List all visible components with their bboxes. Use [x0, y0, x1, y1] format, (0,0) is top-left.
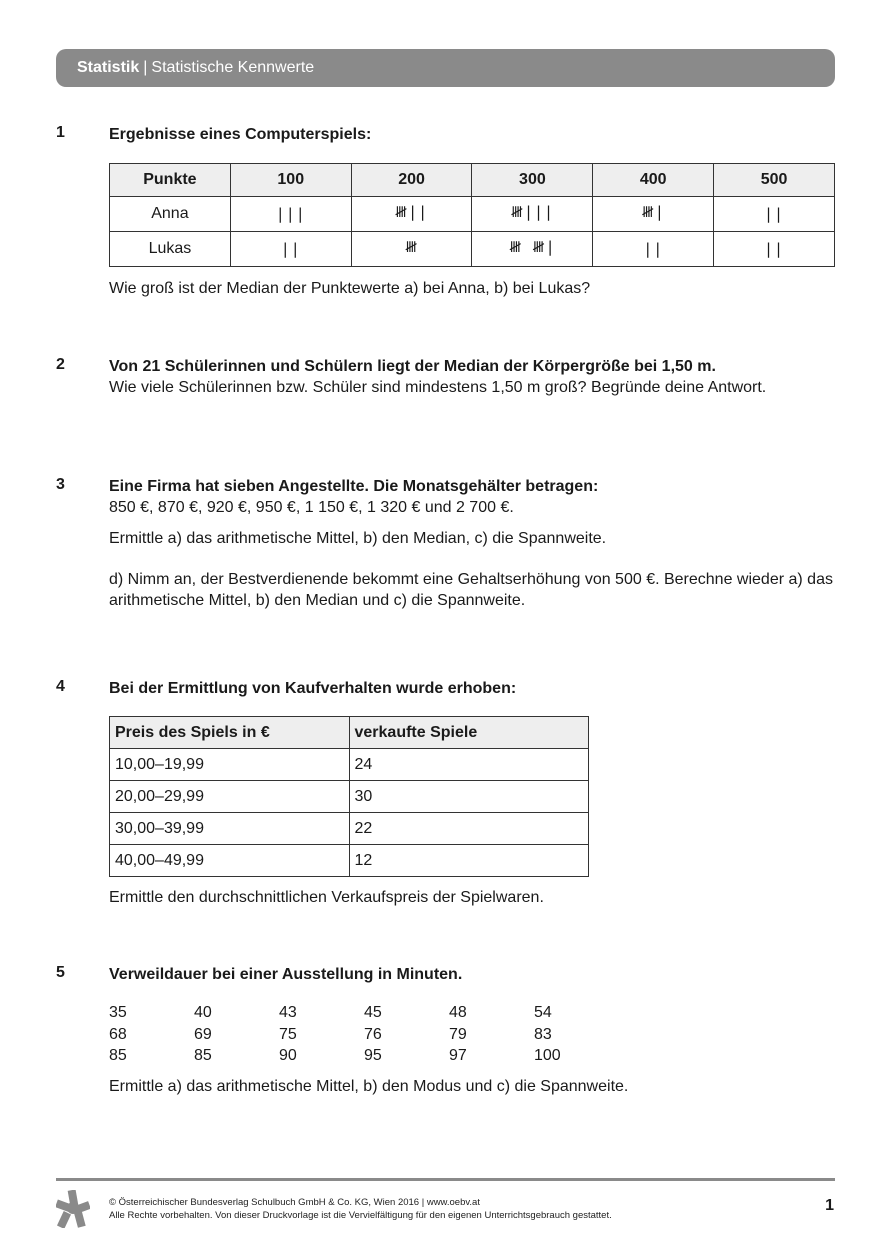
- table-row: [110, 232, 835, 267]
- tally-cell: ||: [714, 197, 835, 232]
- task-number: 3: [56, 476, 65, 493]
- table-cell: 12: [349, 845, 589, 877]
- data-value: 75: [279, 1025, 297, 1043]
- table-row: [110, 813, 589, 845]
- row-name: Lukas: [110, 232, 231, 267]
- data-value: 76: [364, 1025, 382, 1043]
- data-value: 85: [109, 1047, 127, 1064]
- tally-cell: 𝍸||: [351, 197, 472, 232]
- tally-cell: 𝍸: [351, 232, 472, 267]
- data-value: 40: [194, 1004, 212, 1021]
- table-header-cell: Punkte: [110, 164, 231, 197]
- data-row: [109, 1002, 619, 1024]
- data-value: 100: [534, 1047, 561, 1064]
- table-header-cell: 100: [230, 164, 351, 197]
- data-value: 85: [194, 1047, 212, 1064]
- table-row: [110, 781, 589, 813]
- task-title: Verweildauer bei einer Ausstellung in Minuten.: [109, 966, 463, 983]
- data-value: 79: [449, 1025, 467, 1043]
- data-value: 45: [364, 1004, 382, 1021]
- data-value: 83: [534, 1025, 552, 1043]
- price-table: [109, 716, 589, 877]
- data-grid: [109, 1002, 619, 1067]
- tally-cell: ||: [714, 232, 835, 267]
- footer-divider: [56, 1178, 835, 1181]
- task-text: Wie viele Schülerinnen bzw. Schüler sind mindestens 1,50 m groß? Begründe deine Antwort.: [109, 379, 767, 396]
- table-header-cell: 400: [593, 164, 714, 197]
- tally-cell: |||: [230, 197, 351, 232]
- task-followup: d) Nimm an, der Bestverdienende bekommt eine Gehaltserhöhung von 500 €. Berechne wieder a) das arithmetische Mittel, b) den Median und c) die Spannweite.: [109, 571, 833, 609]
- table-header-cell: verkaufte Spiele: [349, 717, 589, 749]
- tally-cell: 𝍸|||: [472, 197, 593, 232]
- table-header-row: [110, 164, 835, 197]
- task-number: 1: [56, 124, 65, 141]
- data-row: [109, 1024, 619, 1046]
- task-question: Wie groß ist der Median der Punktewerte a) bei Anna, b) bei Lukas?: [109, 280, 591, 297]
- data-row: [109, 1045, 619, 1067]
- header-bar: [56, 49, 835, 87]
- tally-cell: ||: [593, 232, 714, 267]
- task-number: 2: [56, 356, 65, 373]
- data-value: 68: [109, 1025, 127, 1043]
- table-cell: 30: [349, 781, 589, 813]
- task-number: 4: [56, 678, 65, 695]
- task-title: Bei der Ermittlung von Kaufverhalten wurde erhoben:: [109, 680, 517, 697]
- table-row: [110, 197, 835, 232]
- task-values: 850 €, 870 €, 920 €, 950 €, 1 150 €, 1 320 € und 2 700 €.: [109, 499, 514, 516]
- data-value: 48: [449, 1004, 467, 1021]
- task-question: Ermittle a) das arithmetische Mittel, b) den Median, c) die Spannweite.: [109, 530, 607, 547]
- table-header-cell: Preis des Spiels in €: [110, 717, 350, 749]
- data-value: 95: [364, 1047, 382, 1064]
- data-value: 69: [194, 1025, 212, 1043]
- table-cell: 22: [349, 813, 589, 845]
- data-value: 97: [449, 1047, 467, 1064]
- data-value: 35: [109, 1004, 127, 1021]
- table-cell: 20,00–29,99: [110, 781, 350, 813]
- task-question: Ermittle den durchschnittlichen Verkaufspreis der Spielwaren.: [109, 889, 544, 906]
- oebv-logo-icon: [56, 1190, 90, 1228]
- page-number: 1: [825, 1197, 834, 1214]
- table-header-cell: 300: [472, 164, 593, 197]
- data-value: 43: [279, 1004, 297, 1021]
- table-cell: 10,00–19,99: [110, 749, 350, 781]
- table-header-cell: 500: [714, 164, 835, 197]
- header-subject: Statistik: [77, 59, 140, 76]
- data-value: 54: [534, 1004, 552, 1021]
- tally-cell: 𝍸|: [593, 197, 714, 232]
- header-separator: |: [143, 59, 148, 76]
- task-title: Ergebnisse eines Computerspiels:: [109, 126, 372, 143]
- table-header-row: [110, 717, 589, 749]
- task-title: Eine Firma hat sieben Angestellte. Die Monatsgehälter betragen:: [109, 478, 599, 495]
- task-question: Ermittle a) das arithmetische Mittel, b) den Modus und c) die Spannweite.: [109, 1078, 629, 1095]
- table-cell: 24: [349, 749, 589, 781]
- table-cell: 30,00–39,99: [110, 813, 350, 845]
- tally-table: [109, 163, 835, 267]
- table-row: [110, 749, 589, 781]
- header-topic: Statistische Kennwerte: [151, 59, 315, 76]
- table-cell: 40,00–49,99: [110, 845, 350, 877]
- tally-cell: 𝍸 𝍸|: [472, 232, 593, 267]
- footer-copyright: [109, 1196, 612, 1222]
- footer-line-2: Alle Rechte vorbehalten. Von dieser Druckvorlage ist die Vervielfältigung für den eigenen Unterrichtsgebrauch gestattet.: [109, 1210, 612, 1221]
- data-value: 90: [279, 1047, 297, 1064]
- task-number: 5: [56, 964, 65, 981]
- table-row: [110, 845, 589, 877]
- table-header-cell: 200: [351, 164, 472, 197]
- footer-line-1: © Österreichischer Bundesverlag Schulbuch GmbH & Co. KG, Wien 2016 | www.oebv.at: [109, 1197, 480, 1208]
- task-title: Von 21 Schülerinnen und Schülern liegt der Median der Körpergröße bei 1,50 m.: [109, 358, 716, 375]
- tally-cell: ||: [230, 232, 351, 267]
- row-name: Anna: [110, 197, 231, 232]
